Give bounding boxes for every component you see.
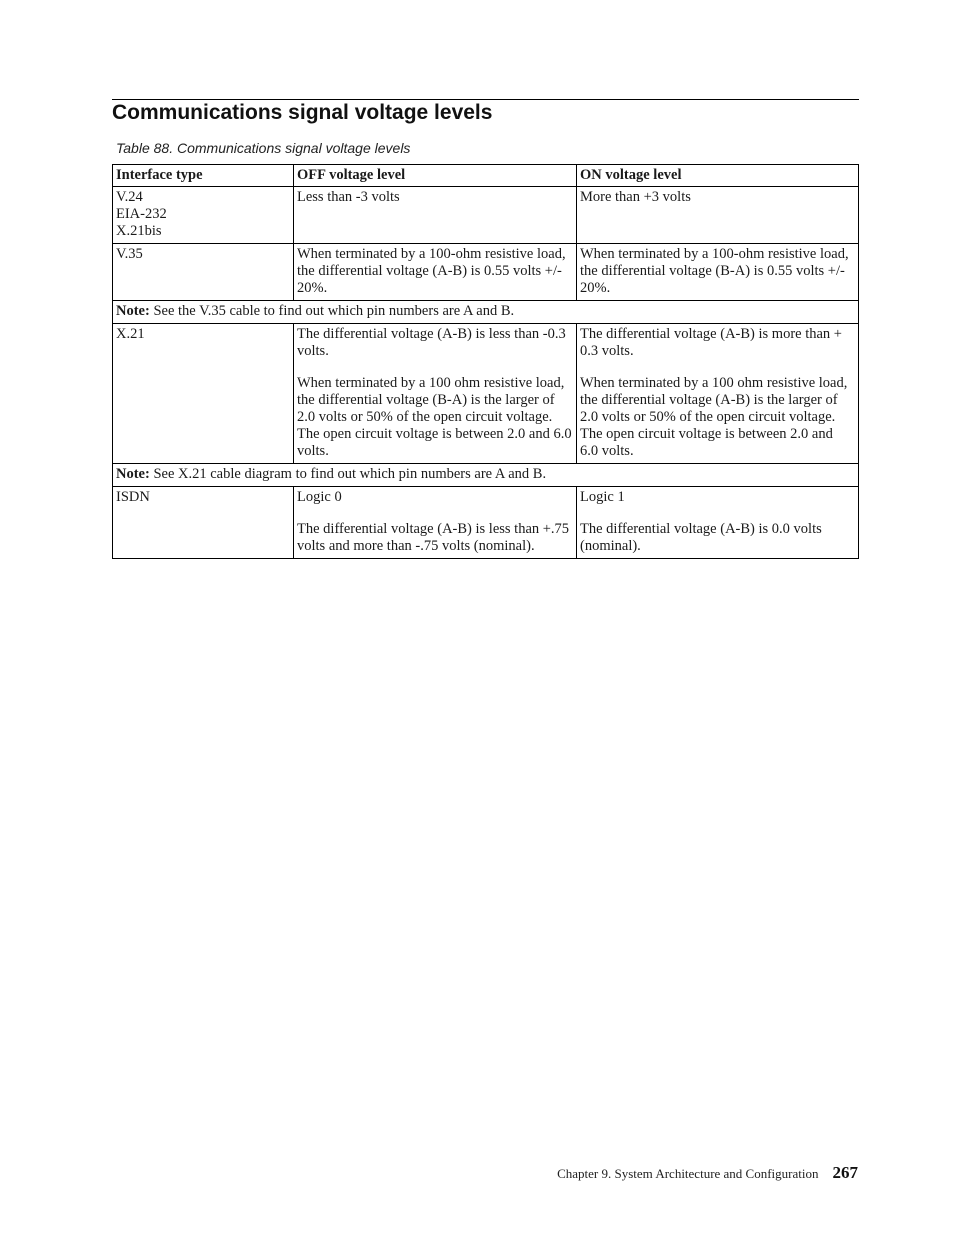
interface-cell <box>113 244 294 301</box>
on-voltage-cell <box>577 487 859 559</box>
interface-name: EIA-232 <box>116 206 167 222</box>
on-voltage-text: When terminated by a 100-ohm resistive load, the differential voltage (B-A) is 0.55 volts +/- 20%. <box>580 246 849 296</box>
off-voltage-text: Logic 0 <box>297 489 342 505</box>
interface-name: ISDN <box>116 489 150 505</box>
note-cell <box>113 464 859 487</box>
off-voltage-cell <box>294 187 577 244</box>
header-on-voltage: ON voltage level <box>577 165 859 187</box>
page-footer <box>557 1163 858 1183</box>
table-caption: Table 88. Communications signal voltage levels <box>116 140 411 156</box>
note-row <box>113 464 859 487</box>
interface-cell <box>113 487 294 559</box>
note-label: Note: <box>116 466 150 482</box>
page-number: 267 <box>832 1163 858 1182</box>
interface-cell <box>113 324 294 464</box>
section-title: Communications signal voltage levels <box>112 101 493 124</box>
interface-name: X.21 <box>116 326 145 342</box>
interface-name: X.21bis <box>116 223 162 239</box>
on-voltage-text: Logic 1 <box>580 489 625 505</box>
off-voltage-text: When terminated by a 100 ohm resistive load, the differential voltage (B-A) is the larger of 2.0 volts or 50% of the open circuit voltage. The open circuit voltage is between 2.0 and 6.0 volts. <box>297 375 572 459</box>
on-voltage-cell <box>577 187 859 244</box>
off-voltage-cell <box>294 324 577 464</box>
note-label: Note: <box>116 303 150 319</box>
note-row <box>113 301 859 324</box>
on-voltage-text: The differential voltage (A-B) is 0.0 volts (nominal). <box>580 521 822 554</box>
on-voltage-cell <box>577 244 859 301</box>
on-voltage-cell <box>577 324 859 464</box>
voltage-levels-table <box>112 164 859 559</box>
interface-name: V.24 <box>116 189 143 205</box>
table-row <box>113 487 859 559</box>
interface-cell <box>113 187 294 244</box>
off-voltage-text: The differential voltage (A-B) is less than +.75 volts and more than -.75 volts (nominal). <box>297 521 570 554</box>
note-text: See X.21 cable diagram to find out which pin numbers are A and B. <box>153 466 547 482</box>
table-row <box>113 324 859 464</box>
off-voltage-text: When terminated by a 100-ohm resistive load, the differential voltage (A-B) is 0.55 volts +/- 20%. <box>297 246 566 296</box>
table-row <box>113 244 859 301</box>
interface-name: V.35 <box>116 246 143 262</box>
header-interface-type: Interface type <box>113 165 294 187</box>
off-voltage-cell <box>294 487 577 559</box>
footer-chapter: Chapter 9. System Architecture and Configuration <box>557 1166 819 1181</box>
section-top-rule <box>112 99 859 100</box>
on-voltage-text: When terminated by a 100 ohm resistive load, the differential voltage (A-B) is the larger of 2.0 volts or 50% of the open circuit voltage. The open circuit voltage is between 2.0 and 6.0 volts. <box>580 375 848 459</box>
off-voltage-text: Less than -3 volts <box>297 189 400 205</box>
off-voltage-text: The differential voltage (A-B) is less than -0.3 volts. <box>297 326 566 359</box>
note-cell <box>113 301 859 324</box>
on-voltage-text: The differential voltage (A-B) is more than + 0.3 volts. <box>580 326 842 359</box>
on-voltage-text: More than +3 volts <box>580 189 691 205</box>
table-row <box>113 187 859 244</box>
note-text: See the V.35 cable to find out which pin numbers are A and B. <box>153 303 515 319</box>
header-off-voltage: OFF voltage level <box>294 165 577 187</box>
table-header-row <box>113 165 859 187</box>
off-voltage-cell <box>294 244 577 301</box>
